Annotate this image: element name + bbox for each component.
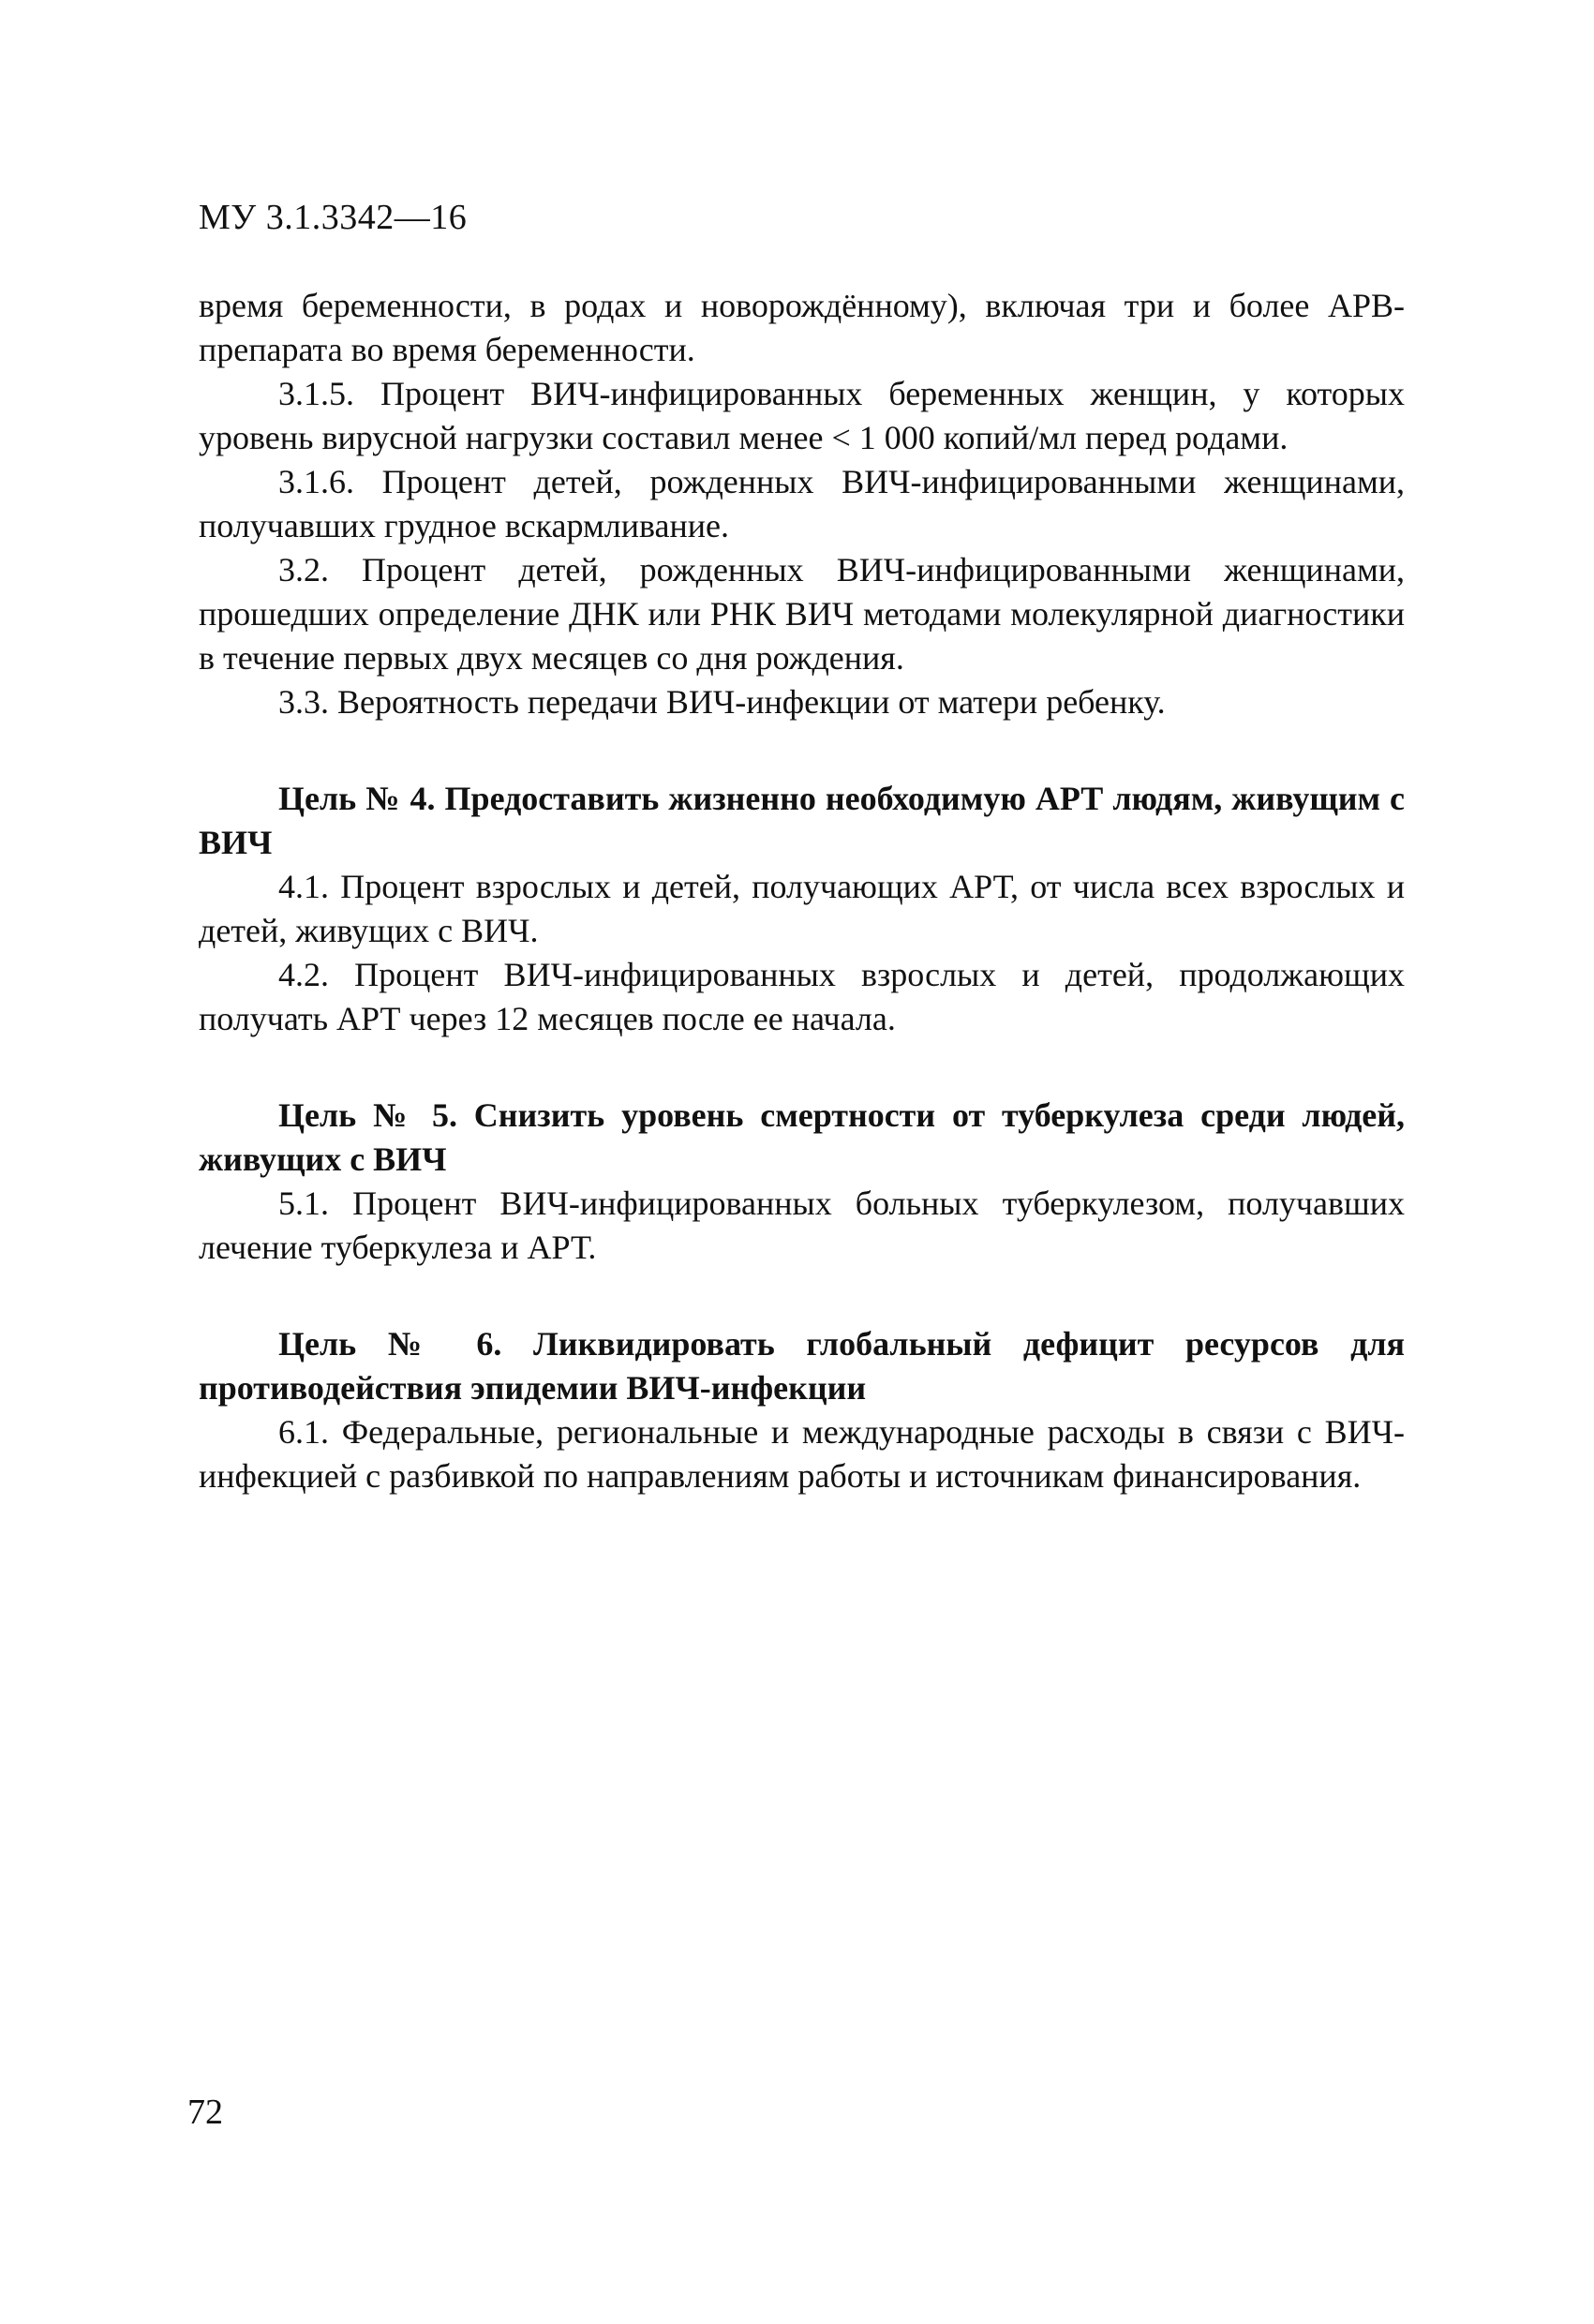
paragraph-3-3: 3.3. Вероятность передачи ВИЧ-инфекции от матери ребенку. <box>278 683 1166 721</box>
document-body <box>199 284 1405 1498</box>
paragraph-6-1: 6.1. Федеральные, региональные и международные расходы в связи с ВИЧ-инфекцией с разбивкой по направлениям работы и источникам финансирования. <box>199 1413 1405 1495</box>
page-number: 72 <box>187 2093 223 2132</box>
goal-4-heading: Цель № 4. Предоставить жизненно необходимую АРТ людям, живущим с ВИЧ <box>199 780 1405 861</box>
paragraph-4-1: 4.1. Процент взрослых и детей, получающих АРТ, от числа всех взрослых и детей, живущих с ВИЧ. <box>199 868 1405 949</box>
goal-6-heading: Цель № 6. Ликвидировать глобальный дефицит ресурсов для противодействия эпидемии ВИЧ-инфекции <box>199 1325 1405 1407</box>
paragraph-3-1-5: 3.1.5. Процент ВИЧ-инфицированных беременных женщин, у которых уровень вирусной нагрузки составил менее < 1 000 копий/мл перед родами. <box>199 375 1405 456</box>
paragraph-3-2: 3.2. Процент детей, рожденных ВИЧ-инфицированными женщинами, прошедших определение ДНК или РНК ВИЧ методами молекулярной диагностики в течение первых двух месяцев со дня рождения. <box>199 551 1405 677</box>
paragraph-5-1: 5.1. Процент ВИЧ-инфицированных больных туберкулезом, получавших лечение туберкулеза и АРТ. <box>199 1184 1405 1266</box>
goal-5-heading: Цель № 5. Снизить уровень смертности от туберкулеза среди людей, живущих с ВИЧ <box>199 1096 1405 1178</box>
paragraph-4-2: 4.2. Процент ВИЧ-инфицированных взрослых и детей, продолжающих получать АРТ через 12 месяцев после ее начала. <box>199 956 1405 1037</box>
paragraph-continuation: время беременности, в родах и новорождённому), включая три и более АРВ-препарата во время беременности. <box>199 287 1405 368</box>
document-code-header: МУ 3.1.3342—16 <box>199 198 468 237</box>
paragraph-3-1-6: 3.1.6. Процент детей, рожденных ВИЧ-инфицированными женщинами, получавших грудное вскармливание. <box>199 463 1405 544</box>
